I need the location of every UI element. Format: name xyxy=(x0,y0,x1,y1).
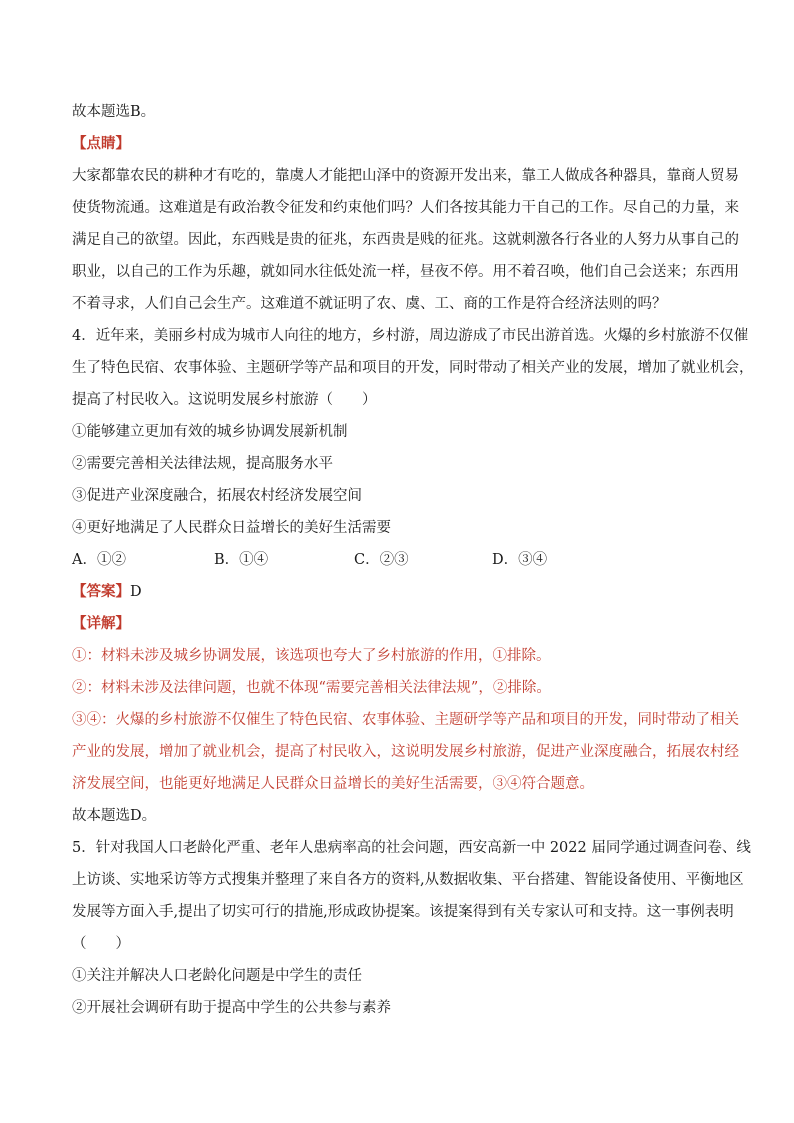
q5-stem-line: （ ） xyxy=(72,936,130,952)
q4-statement: ②需要完善相关法律法规，提高服务水平 xyxy=(72,456,333,472)
q4-detail-line: 济发展空间，也能更好地满足人民群众日益增长的美好生活需要，③④符合题意。 xyxy=(72,776,594,792)
option-b: B．①④ xyxy=(214,552,269,568)
q5-statement: ①关注并解决人口老龄化问题是中学生的责任 xyxy=(72,968,362,984)
q4-statement: ①能够建立更加有效的城乡协调发展新机制 xyxy=(72,424,348,440)
option-d: D．③④ xyxy=(492,552,548,568)
q3-conclusion: 故本题选B。 xyxy=(72,104,156,120)
q5-statement: ②开展社会调研有助于提高中学生的公共参与素养 xyxy=(72,1000,391,1016)
q4-answer xyxy=(72,582,732,614)
q5-stem-line: 5．针对我国人口老龄化严重、老年人患病率高的社会问题，西安高新一中 2022 届同学通过调查问卷、线 xyxy=(72,840,751,856)
q3-dianjing-label: 【点睛】 xyxy=(72,135,130,152)
q3-dianjing-line: 不着寻求，人们自己会生产。这难道不就证明了农、虞、工、商的工作是符合经济法则的吗？ xyxy=(72,296,667,312)
option-a: A．①② xyxy=(72,552,126,568)
answer-label: 【答案】 xyxy=(72,583,130,600)
q4-options xyxy=(72,550,732,582)
q4-detail-label: 【详解】 xyxy=(72,615,130,632)
q4-detail-line: 产业的发展，增加了就业机会，提高了村民收入，这说明发展乡村旅游，促进产业深度融合，拓展农村经 xyxy=(72,744,739,760)
q4-detail-line: ①：材料未涉及城乡协调发展，该选项也夸大了乡村旅游的作用，①排除。 xyxy=(72,648,551,664)
q5-stem-line: 发展等方面入手,提出了切实可行的措施,形成政协提案。该提案得到有关专家认可和支持。这一事例表明 xyxy=(72,904,734,920)
q4-statement: ③促进产业深度融合，拓展农村经济发展空间 xyxy=(72,488,362,504)
q3-dianjing-line: 使货物流通。这难道是有政治教令征发和约束他们吗？人们各按其能力干自己的工作。尽自己的力量，来 xyxy=(72,200,739,216)
q3-dianjing-line: 大家都靠农民的耕种才有吃的，靠虞人才能把山泽中的资源开发出来，靠工人做成各种器具，靠商人贸易 xyxy=(72,168,739,184)
answer-value: D xyxy=(130,584,142,600)
q3-dianjing-line: 满足自己的欲望。因此，东西贱是贵的征兆，东西贵是贱的征兆。这就刺激各行各业的人努力从事自己的 xyxy=(72,232,739,248)
q4-stem-line: 提高了村民收入。这说明发展乡村旅游（ ） xyxy=(72,392,377,408)
page-content xyxy=(72,102,754,1030)
q4-detail-line: ③④：火爆的乡村旅游不仅催生了特色民宿、农事体验、主题研学等产品和项目的开发，同时带动了相关 xyxy=(72,712,739,728)
q4-stem-line: 生了特色民宿、农事体验、主题研学等产品和项目的开发，同时带动了相关产业的发展，增加了就业机会， xyxy=(72,360,754,376)
q5-stem-line: 上访谈、实地采访等方式搜集并整理了来自各方的资料,从数据收集、平台搭建、智能设备使用、平衡地区 xyxy=(72,872,744,888)
q3-dianjing-line: 职业，以自己的工作为乐趣，就如同水往低处流一样，昼夜不停。用不着召唤，他们自己会送来；东西用 xyxy=(72,264,739,280)
q4-detail-line: ②：材料未涉及法律问题，也就不体现“需要完善相关法律法规”，②排除。 xyxy=(72,680,551,696)
q4-statement: ④更好地满足了人民群众日益增长的美好生活需要 xyxy=(72,520,391,536)
q4-stem-line: 4．近年来，美丽乡村成为城市人向往的地方，乡村游，周边游成了市民出游首选。火爆的乡村旅游不仅催 xyxy=(72,328,749,344)
option-c: C．②③ xyxy=(354,552,409,568)
q4-conclusion: 故本题选D。 xyxy=(72,808,157,824)
